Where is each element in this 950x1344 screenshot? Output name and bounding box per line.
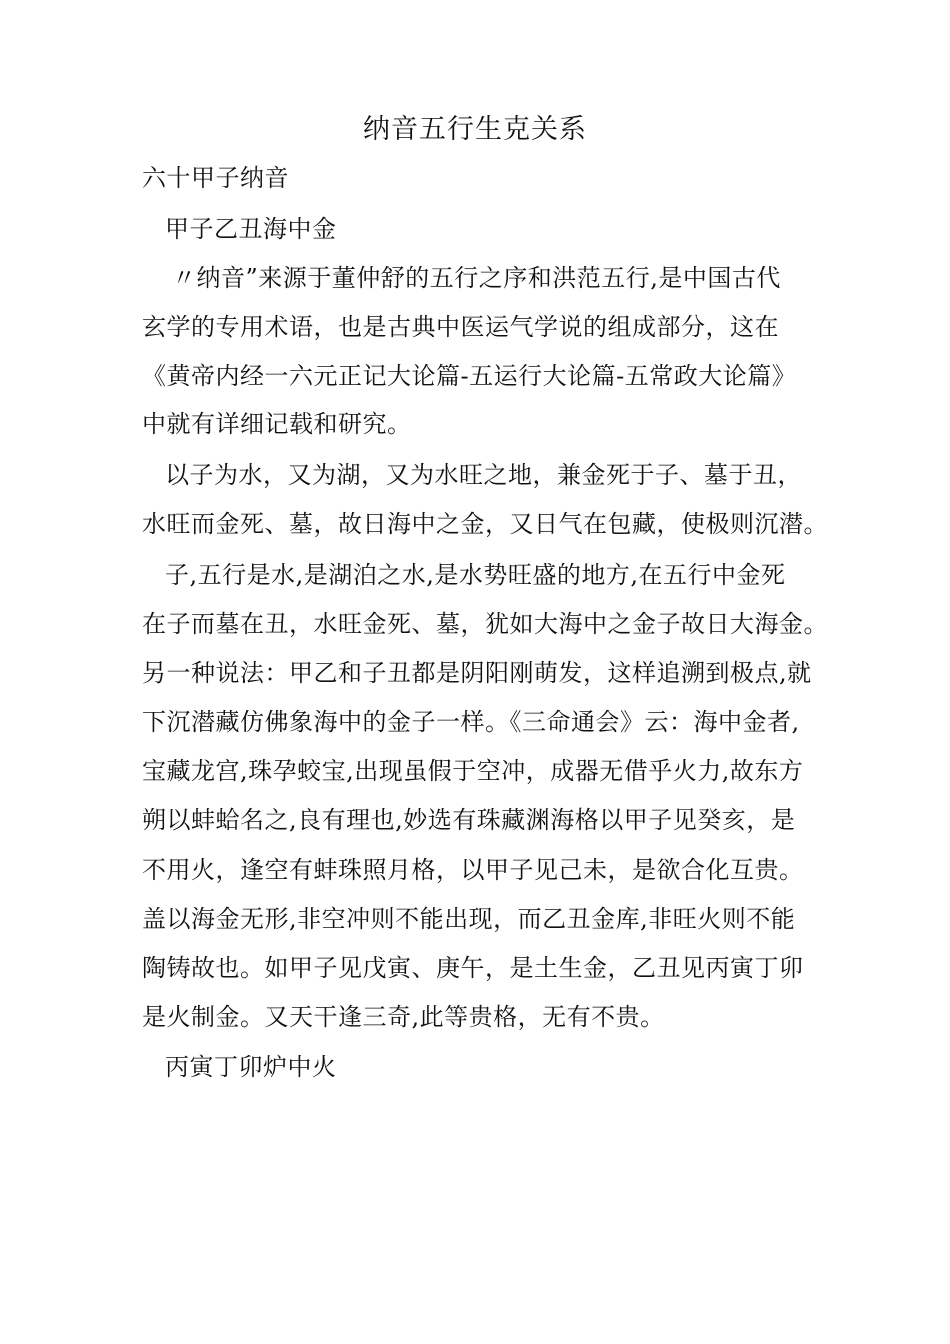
section-heading: 六十甲子纳音 — [142, 164, 289, 192]
paragraph-line: 玄学的专用术语，也是古典中医运气学说的组成部分，这在 — [142, 313, 779, 341]
paragraph-line: 在子而墓在丑，水旺金死、墓，犹如大海中之金子故日大海金。 — [142, 610, 828, 638]
sub-heading-jiazi: 甲子乙丑海中金 — [165, 215, 337, 243]
paragraph-line: 宝藏龙宫,珠孕蛟宝,出现虽假于空冲，成器无借乎火力,故东方 — [142, 757, 804, 785]
paragraph-line: 不用火，逢空有蚌珠照月格，以甲子见己未，是欲合化互贵。 — [142, 856, 804, 884]
paragraph-line: 下沉潜藏仿佛象海中的金子一样。《三命通会》云：海中金者, — [142, 708, 800, 736]
paragraph-line: 朔以蚌蛤名之,良有理也,妙选有珠藏渊海格以甲子见癸亥，是 — [142, 806, 796, 834]
paragraph-line: 以子为水，又为湖，又为水旺之地，兼金死于子、墓于丑， — [165, 461, 802, 489]
paragraph-line: 另一种说法：甲乙和子丑都是阴阳刚萌发，这样追溯到极点,就 — [142, 659, 812, 687]
page-title: 纳音五行生克关系 — [363, 114, 587, 145]
paragraph-line: 水旺而金死、墓，故日海中之金，又日气在包藏，使极则沉潜。 — [142, 510, 828, 538]
paragraph-line: 盖以海金无形,非空冲则不能出现，而乙丑金库,非旺火则不能 — [142, 905, 796, 933]
paragraph-line: 子,五行是水,是湖泊之水,是水势旺盛的地方,在五行中金死 — [165, 561, 786, 589]
paragraph-line: 陶铸故也。如甲子见戊寅、庚午，是土生金，乙丑见丙寅丁卯 — [142, 954, 804, 982]
paragraph-line: 是火制金。又天干逢三奇,此等贵格，无有不贵。 — [142, 1003, 665, 1031]
paragraph-line: 中就有详细记载和研究。 — [142, 410, 412, 438]
paragraph-line: 《黄帝内经一六元正记大论篇-五运行大论篇-五常政大论篇》 — [142, 362, 797, 390]
sub-heading-bingyin: 丙寅丁卯炉中火 — [165, 1053, 337, 1081]
paragraph-line: 〃纳音”来源于董仲舒的五行之序和洪范五行,是中国古代 — [172, 264, 781, 292]
